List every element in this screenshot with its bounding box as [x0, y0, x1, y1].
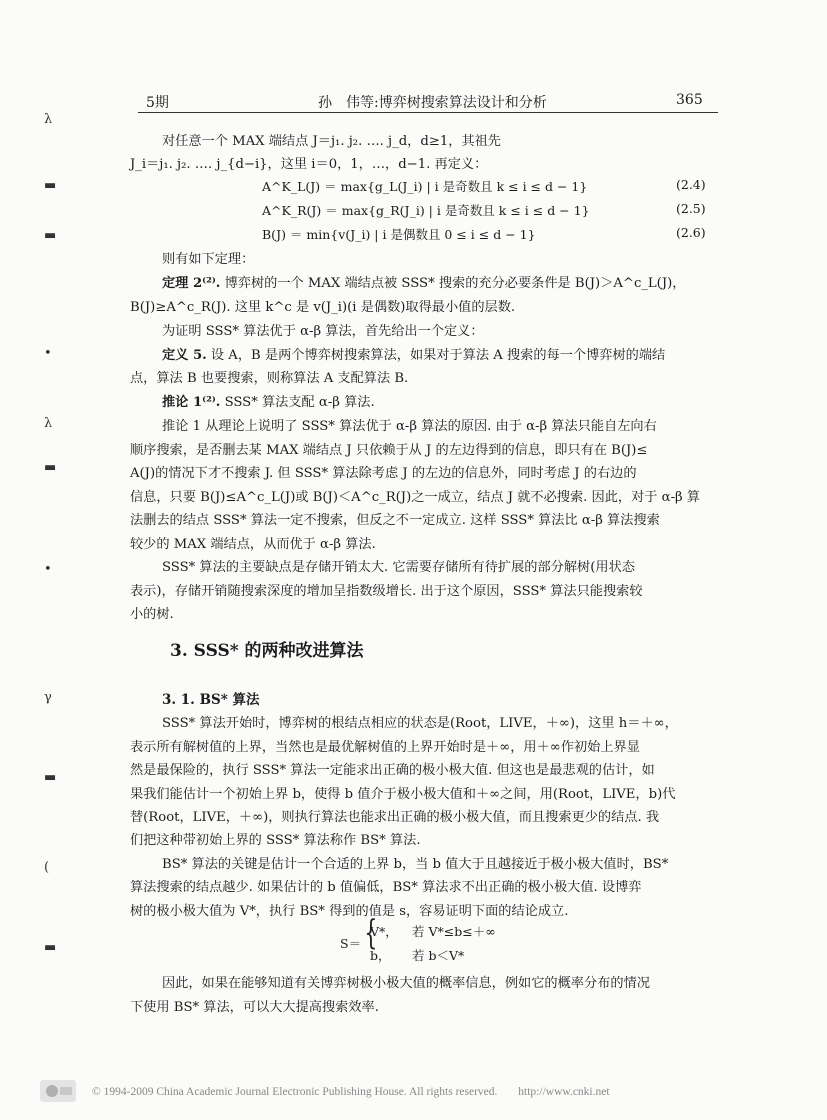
text-line [162, 344, 752, 363]
line-text: 较少的 MAX 端结点，从而优于 α-β 算法. [130, 537, 376, 552]
margin-mark: ▬ [44, 940, 57, 955]
inline-label: 定义 5. [162, 348, 207, 363]
line-text: 表示所有解树值的上界，当然也是最优解树值的上界开始时是＋∞，用＋∞作初始上界显 [130, 740, 640, 755]
line-text: 博弈树的一个 MAX 端结点被 SSS* 搜索的充分必要条件是 B(J)＞A^c_L(J)， [220, 276, 686, 291]
text-line [130, 580, 720, 599]
line-text: 下使用 BS* 算法，可以大大提高搜索效率. [130, 1000, 379, 1015]
inline-label: 定理 2⁽²⁾. [162, 276, 221, 291]
margin-mark: • [44, 346, 52, 361]
line-text: SSS* 算法开始时，博弈树的根结点相应的状态是(Root，LIVE，＋∞)，这里 h＝＋∞， [162, 716, 678, 731]
line-text: 设 A，B 是两个博弈树搜索算法，如果对于算法 A 搜索的每一个博弈树的端结 [206, 348, 666, 363]
header-rule [138, 112, 718, 113]
footer [92, 1086, 610, 1098]
text-line [162, 248, 752, 267]
line-text: SSS* 算法支配 α-β 算法. [220, 395, 375, 410]
margin-mark: λ [44, 416, 53, 431]
line-text: J_i＝j₁. j₂. …. j_{d−i}，这里 i＝0，1，…，d−1. 再定义： [130, 157, 488, 172]
text-line [130, 736, 720, 755]
line-text: 算法搜索的结点越少. 如果估计的 b 值偏低，BS* 算法求不出正确的极小极大值. 设博弈 [130, 880, 642, 895]
formula-case1-cond: 若 V*≤b≤＋∞ [412, 924, 496, 939]
running-title: 孙 伟等:博弈树搜索算法设计和分析 [318, 95, 547, 111]
text-line [130, 367, 720, 386]
line-text: 为证明 SSS* 算法优于 α-β 算法，首先给出一个定义： [162, 324, 484, 339]
text-line [162, 130, 752, 149]
footer-url[interactable]: http://www.cnki.net [518, 1086, 610, 1098]
text-line [162, 556, 752, 575]
page-number: 365 [676, 92, 703, 108]
line-text: 树的极小极大值为 V*，执行 BS* 得到的值是 s，容易证明下面的结论成立. [130, 904, 569, 919]
text-line [130, 876, 720, 895]
margin-mark: γ [44, 690, 52, 705]
footer-copyright: © 1994-2009 China Academic Journal Electronic Publishing House. All rights reserved. [92, 1086, 498, 1098]
text-line [162, 320, 752, 339]
text-line [130, 829, 720, 848]
text-line [162, 391, 752, 410]
text-line [162, 853, 752, 872]
text-line [162, 972, 752, 991]
text-line [162, 712, 752, 731]
text-line [130, 439, 720, 458]
line-text: A(J)的情况下才不搜索 J. 但 SSS* 算法除考虑 J 的左边的信息外，同时考虑 J 的右边的 [130, 466, 637, 481]
issue-label: 5期 [146, 95, 169, 111]
line-text: BS* 算法的关键是估计一个合适的上界 b，当 b 值大于且越接近于极小极大值时，BS* [162, 857, 669, 872]
line-text: SSS* 算法的主要缺点是存储开销太大. 它需要存储所有待扩展的部分解树(用状态 [162, 560, 635, 575]
margin-mark: λ [44, 112, 53, 127]
line-text: B(J)≥A^c_R(J). 这里 k^c 是 v(J_i)(i 是偶数)取得最小值的层数. [130, 300, 516, 315]
text-line [130, 900, 720, 919]
margin-mark: ( [44, 860, 50, 875]
cnki-logo-icon [40, 1080, 76, 1102]
margin-mark: ▬ [44, 460, 57, 475]
equation: A^K_R(J) ＝ max{g_R(J_i) | i 是奇数且 k ≤ i ≤ d − 1} [262, 203, 590, 218]
text-line [130, 486, 720, 505]
line-text: 然是最保险的，执行 SSS* 算法一定能求出正确的极小极大值. 但这也是最悲观的估计，如 [130, 763, 655, 778]
line-text: 则有如下定理： [162, 252, 255, 267]
margin-mark: ▬ [44, 228, 57, 243]
line-text: 推论 1 从理论上说明了 SSS* 算法优于 α-β 算法的原因. 由于 α-β 算法只能自左向右 [162, 419, 657, 434]
line-text: 果我们能估计一个初始上界 b，使得 b 值介于极小极大值和＋∞之间，用(Root，LIVE，b)代 [130, 787, 676, 802]
line-text: 小的树. [130, 607, 174, 622]
formula-case2-value: b， [370, 948, 391, 963]
text-line [130, 509, 720, 528]
line-text: 们把这种带初始上界的 SSS* 算法称作 BS* 算法. [130, 833, 421, 848]
text-line [130, 462, 720, 481]
margin-mark: ▬ [44, 178, 57, 193]
formula-lhs: S＝ [340, 936, 362, 951]
text-line [130, 759, 720, 778]
line-text: 对任意一个 MAX 端结点 J＝j₁. j₂. …. j_d，d≥1，其祖先 [162, 134, 501, 149]
line-text: 点，算法 B 也要搜索，则称算法 A 支配算法 B. [130, 371, 409, 386]
text-line [130, 153, 720, 172]
line-text: 替(Root，LIVE，＋∞)，则执行算法也能求出正确的极小极大值，而且搜索更少的结点. 我 [130, 810, 660, 825]
formula-case2-cond: 若 b＜V* [412, 948, 465, 963]
text-line [130, 996, 720, 1015]
equation-number: (2.6) [676, 225, 706, 240]
line-text: 因此，如果在能够知道有关博弈树极小极大值的概率信息，例如它的概率分布的情况 [162, 976, 650, 991]
equation-number: (2.4) [676, 177, 706, 192]
text-line [130, 533, 720, 552]
line-text: 顺序搜索，是否删去某 MAX 端结点 J 只依赖于从 J 的左边得到的信息，即只有在 B(J)≤ [130, 443, 648, 458]
formula-brace: { [364, 913, 378, 953]
equation-number: (2.5) [676, 201, 706, 216]
formula-case1-value: V*， [370, 924, 398, 939]
subsection-heading: 3. 1. BS* 算法 [162, 692, 260, 708]
inline-label: 推论 1⁽²⁾. [162, 395, 221, 410]
section-heading: 3. SSS* 的两种改进算法 [170, 641, 364, 661]
margin-mark: • [44, 562, 52, 577]
equation: B(J) ＝ min{v(J_i) | i 是偶数且 0 ≤ i ≤ d − 1} [262, 227, 536, 242]
text-line [130, 296, 720, 315]
text-line [162, 415, 752, 434]
line-text: 信息，只要 B(J)≤A^c_L(J)或 B(J)＜A^c_R(J)之一成立，结点 J 就不必搜索. 因此，对于 α-β 算 [130, 490, 701, 505]
text-line [162, 272, 752, 291]
line-text: 法删去的结点 SSS* 算法一定不搜索，但反之不一定成立. 这样 SSS* 算法比 α-β 算法搜索 [130, 513, 660, 528]
margin-mark: ▬ [44, 770, 57, 785]
text-line [130, 783, 720, 802]
text-line [130, 603, 720, 622]
line-text: 表示)，存储开销随搜索深度的增加呈指数级增长. 出于这个原因，SSS* 算法只能搜索较 [130, 584, 643, 599]
text-line [130, 806, 720, 825]
equation: A^K_L(J) ＝ max{g_L(J_i) | i 是奇数且 k ≤ i ≤ d − 1} [262, 179, 588, 194]
